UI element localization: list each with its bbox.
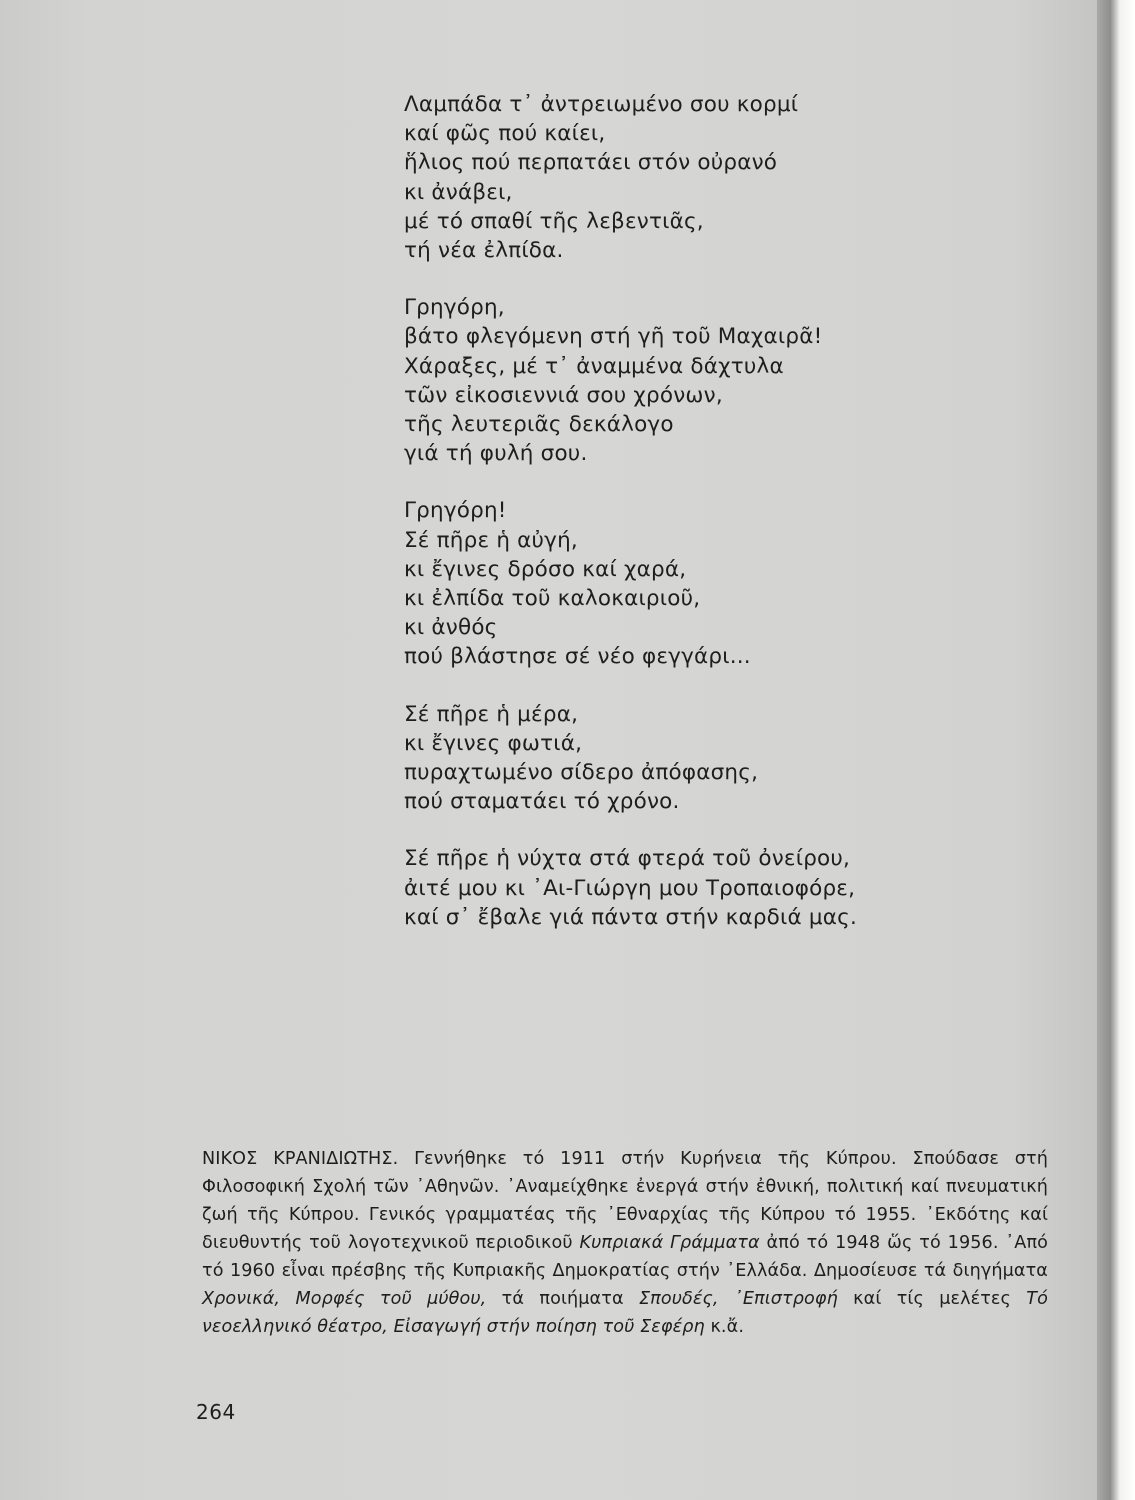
poem-line: καί φῶς πού καίει,	[404, 121, 606, 147]
bio-italic-title: Κυπριακά Γράμματα	[579, 1232, 760, 1253]
author-biography	[202, 1145, 1048, 1341]
poem-line: Γρηγόρη!	[404, 498, 507, 524]
poem-line: ἀιτέ μου κι ᾽Αι-Γιώργη μου Τροπαιοφόρε,	[404, 875, 856, 901]
poem-line: κι ἀνθός	[404, 615, 498, 641]
poem-line: πού βλάστησε σέ νέο φεγγάρι...	[404, 644, 751, 670]
poem-stanza	[404, 844, 1064, 932]
poem-line: πού σταματάει τό χρόνο.	[404, 789, 680, 815]
bio-italic-title: Χρονικά, Μορφές τοῦ μύθου,	[202, 1288, 487, 1309]
poem-line: Σέ πῆρε ἡ μέρα,	[404, 701, 579, 727]
bio-text: κ.ἄ.	[704, 1316, 745, 1337]
poem-line: καί σ᾽ ἔβαλε γιά πάντα στήν καρδιά μας.	[404, 904, 858, 930]
poem-line: κι ἔγινες φωτιά,	[404, 730, 583, 756]
poem-line: τῶν εἰκοσιεννιά σου χρόνων,	[404, 382, 723, 408]
poem-line: Σέ πῆρε ἡ αὐγή,	[404, 527, 578, 553]
page-number: 264	[196, 1400, 236, 1424]
poem-line: ἥλιος πού περπατάει στόν οὐρανό	[404, 150, 778, 176]
poem-line: γιά τή φυλή σου.	[404, 441, 588, 467]
bio-text: Γεννήθηκε τό 1911 στήν Κυρήνεια τῆς Κύπρου. Σπούδασε στή Φιλοσοφική Σχολή τῶν ᾽Αθηνῶν. ᾽Αναμείχθηκε ἐνεργά στήν ἐθνική, πολιτική καί πνευματική ζωή τῆς Κύπρου. Γενικός γραμματέας τῆς ᾽Εθναρχίας τῆς Κύπρου τό 1955. ᾽Εκδότης καί διευθυντής τοῦ λογοτεχνικοῦ περιοδικοῦ	[202, 1148, 1048, 1253]
bio-text: ἀπό τό 1948 ὥς τό 1956. ᾽Από τό 1960 εἶναι πρέσβης τῆς Κυπριακῆς Δημοκρατίας στήν ᾽Ελλάδα. Δημοσίευσε τά διηγήματα	[202, 1232, 1048, 1281]
book-spine-edge	[1097, 0, 1135, 1500]
poem-stanza	[404, 496, 1064, 671]
poem-stanza	[404, 293, 1064, 468]
bio-italic-title: Σπουδές, ᾽Επιστροφή	[638, 1288, 838, 1309]
poem-stanza	[404, 90, 1064, 265]
poem-line: τῆς λευτεριᾶς δεκάλογο	[404, 412, 674, 438]
poem-line: Χάραξες, μέ τ᾽ ἀναμμένα δάχτυλα	[404, 353, 784, 379]
bio-text: καί τίς μελέτες	[837, 1288, 1027, 1309]
poem-line: τή νέα ἐλπίδα.	[404, 238, 564, 264]
poem-line: κι ἐλπίδα τοῦ καλοκαιριοῦ,	[404, 586, 701, 612]
poem-line: μέ τό σπαθί τῆς λεβεντιᾶς,	[404, 208, 704, 234]
author-name: ΝΙΚΟΣ ΚΡΑΝΙΔΙΩΤΗΣ.	[202, 1148, 399, 1169]
poem-line: Λαμπάδα τ᾽ ἀντρειωμένο σου κορμί	[404, 92, 799, 117]
poem-stanza	[404, 700, 1064, 817]
poem	[404, 90, 1064, 960]
bio-italic-title: Τό νεοελληνικό θέατρο, Εἰσαγωγή στήν ποίηση τοῦ Σεφέρη	[202, 1288, 1048, 1337]
poem-line: κι ἔγινες δρόσο καί χαρά,	[404, 556, 687, 582]
poem-line: κι ἀνάβει,	[404, 179, 513, 205]
bio-text: τά ποιήματα	[486, 1288, 639, 1309]
poem-line: βάτο φλεγόμενη στή γῆ τοῦ Μαχαιρᾶ!	[404, 324, 823, 350]
poem-line: Γρηγόρη,	[404, 295, 505, 321]
poem-line: Σέ πῆρε ἡ νύχτα στά φτερά τοῦ ὀνείρου,	[404, 846, 851, 872]
poem-line: πυραχτωμένο σίδερο ἀπόφασης,	[404, 760, 759, 786]
